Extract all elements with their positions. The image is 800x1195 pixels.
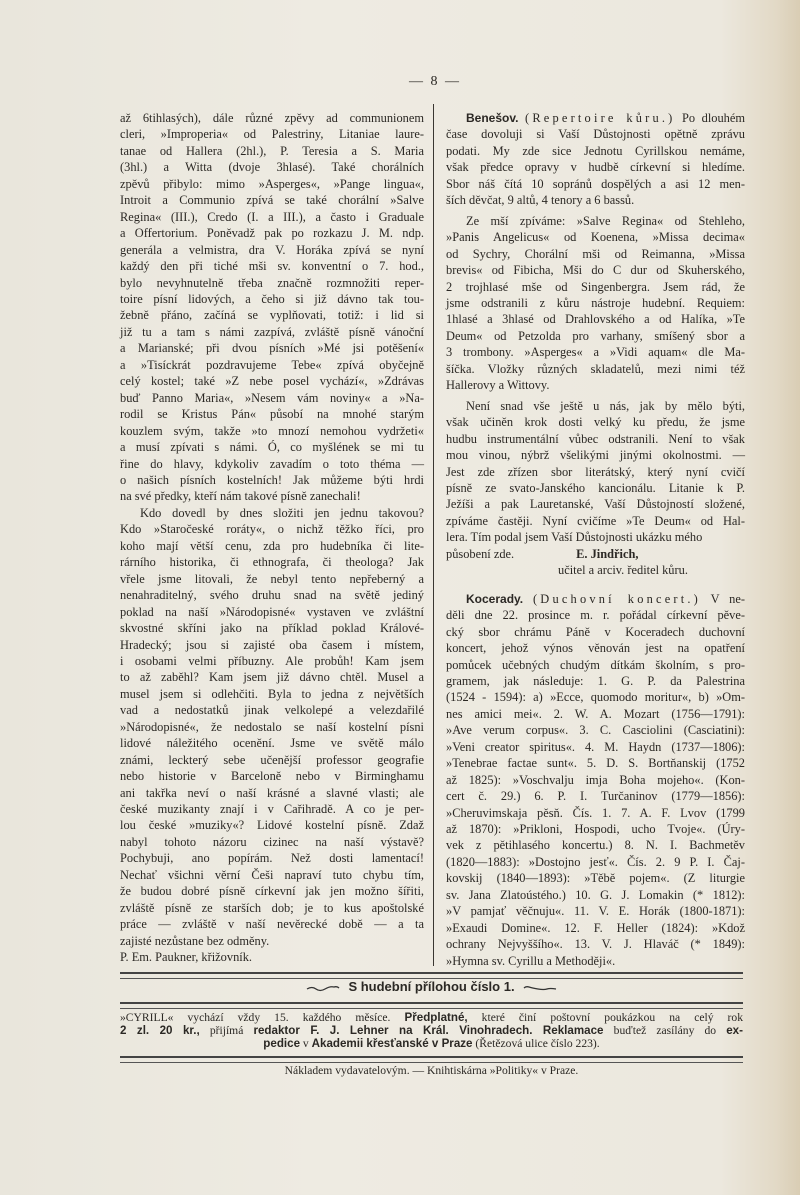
text-line: pomůcek učebných chudým dítkám školním, s pro-: [446, 657, 745, 672]
text-line: lera. Tím podal jsem Vaší Důstojnosti ukázku mého: [446, 530, 703, 545]
text-line: však předce opravy v hudbě církevní si hledíme.: [446, 160, 745, 175]
text: které činí poštovní poukázkou na celý rok: [467, 1011, 743, 1024]
text-line: nes amici mei«. 2. W. A. Mozart (1756—1791):: [446, 706, 745, 721]
text-line: poklad na naší »Národopisné« vystaven ve zvláštní: [120, 604, 424, 619]
info-line: [120, 1024, 743, 1037]
text-line: až 1870): »Prikloni, Hospodi, ucho Tvoje«. (Úry-: [446, 822, 745, 837]
supplement-title-text: S hudební přílohou číslo 1.: [348, 979, 515, 994]
text: v: [300, 1037, 312, 1050]
text-line: »Tenebrae factae sunt«. 5. D. S. Bortňanskij (1752: [446, 756, 745, 771]
text-line: lou české »muziky«? Lidové kostelní písně. Zdaž: [120, 818, 424, 833]
text-line: kovskij (1840—1893): »Těbě pojem«. (Z liturgie: [446, 871, 745, 886]
text-line: »Cheruvimskaja pěsň. Čís. 1. 7. A. F. Lvov (1799: [446, 805, 745, 820]
text: »CYRILL« vychází vždy 15. každého měsíce.: [120, 1011, 405, 1024]
text-line: (1820—1883): »Dostojno jesť«. Čís. 2. 9 P. I. Čaj-: [446, 854, 745, 869]
text-line: Kdo dovedl by dnes složiti jen jednu takovou?: [140, 505, 424, 520]
text-line: řine do hlavy, kdykoliv zavadím o toto théma —: [120, 456, 424, 471]
text-line: vřele jsme litovali, že nebyl tento nepřeberný a: [120, 571, 424, 586]
text-line: to až zaběhl? Kam jsem již dávno chtěl. Musel a: [120, 670, 424, 685]
author-signature: E. Jindřich,: [576, 546, 639, 561]
text-line: ších děvčat, 9 altů, 4 tenory a 6 bassů.: [446, 193, 635, 208]
text-line: podati. My zde sice Jednotu Cyrillskou nemáme,: [446, 143, 745, 158]
text-line: české muzikanty znají i v Cařihradě. A co je per-: [120, 802, 424, 817]
text-line: nebo historie v Barceloně nebo v Birminghamu: [120, 769, 424, 784]
text-line: kouzlem svým, takže »to mnozí nemohou vydržeti«: [120, 423, 424, 438]
text-line: koho mají větší cenu, zda pro hudebníka či lite-: [120, 538, 424, 553]
double-rule: [120, 972, 743, 979]
text-line: skvostné skříni jako na příklad poklad Králové-: [120, 621, 424, 636]
author-title: učitel a arciv. ředitel kůru.: [558, 563, 688, 578]
text-line: bylo nevyhnutelně třeba značně rozmnožiti reper-: [120, 275, 424, 290]
article-heading: Benešov.: [466, 111, 519, 125]
text-line: o našich písních kostelních! Jak můžeme býti hrdi: [120, 472, 424, 487]
paragraph: [446, 126, 745, 208]
bold-text: 2 zl. 20 kr.,: [120, 1024, 200, 1037]
text: Po dlouhém: [682, 111, 745, 125]
column-divider: [433, 104, 434, 966]
text-line: cert č. 29.) 6. P. I. Turčaninov (1779—1856):: [446, 789, 745, 804]
text-line: každý den při tiché mši sv. konventní o 7. hod.,: [120, 259, 424, 274]
bold-text: Předplatné,: [404, 1011, 468, 1024]
text-line: Není snad vše ještě u nás, jak by mělo býti,: [466, 398, 745, 413]
text: buďtež zasílány do: [603, 1024, 727, 1037]
text-line: zpěvů přibylo: mimo »Asperges«, »Pange lingua«,: [120, 176, 424, 191]
text-line: Deum« od Petzolda pro varhany, smíšený sbor a: [446, 328, 745, 343]
text-line: cleri, »Improperia« od Palestriny, Litaniae laure-: [120, 127, 424, 142]
text-line: práce — zvláště v naší nevěrecké době — a ta: [120, 917, 424, 932]
text-line: Kdo »Staročeské roráty«, o nichž těžko říci, pro: [120, 522, 424, 537]
paragraph: [446, 607, 745, 969]
text-line: známi, leckterý sebe učenější professor geografie: [120, 752, 424, 767]
text-line: 1hlasé a 3hlasé od Drahlovského a od Halíka, »Te: [446, 312, 745, 327]
text-line: a Offertorium. Poněvadž pak po rozkazu J. M. ndp.: [120, 226, 424, 241]
text-line: a Marianské; při dvou písních »Mé jsi potěšení«: [120, 341, 424, 356]
article-subtitle: (Repertoire kůru.): [525, 111, 676, 125]
text-line: až 6tihlasých), dále různé zpěvy ad communionem: [120, 111, 424, 125]
text-line: rárního historika, či ethnografa, či theologa? Jak: [120, 555, 424, 570]
text-line: mou vinou, nýbrž všelikými jinými okolnostmi. —: [446, 448, 745, 463]
text-line: lidové náležitého ocenění. Jsme ve světě málo: [120, 736, 424, 751]
text-line: děli dne 22. prosince m. r. pořádal církevní pěve-: [446, 608, 745, 623]
text-line: »Ave verum corpus«. 3. C. Casciolini (Casciatini):: [446, 723, 745, 738]
text: (Řetězová ulice číslo 223).: [472, 1037, 600, 1050]
text-line: Ježíši a pak Lauretanské, Vaší Důstojností složené,: [446, 497, 745, 512]
text-line: koncert, jehož výnos věnován jest na opatření: [446, 641, 745, 656]
text-line: žebně přáno, začíná se vyplňovati, totiž: i lid si: [120, 308, 424, 323]
bold-text: ex-: [726, 1024, 743, 1037]
article-subtitle: (Duchovní koncert.): [532, 591, 701, 606]
paragraph: [120, 505, 424, 949]
text-line: generála a velmistra, dra V. Horáka zpívá se nyní: [120, 242, 424, 257]
info-line: [120, 1011, 743, 1024]
text-line: (1524 - 1594): a) »Ecce, quomodo moritur«, b) »Om-: [446, 690, 745, 705]
text-line: »Exaudi Domine«. 12. F. Heller (1824): »Kdož: [446, 920, 745, 935]
printer-footer: Nákladem vydavatelovým. — Knihtiskárna »Politiky« v Praze.: [284, 1064, 579, 1077]
text-line: »Veni creator spiritus«. 4. M. Haydn (1737—1806):: [446, 739, 745, 754]
text-line: »Národopisné«, že nedostalo se naší kostelní písni: [120, 719, 424, 734]
text-line: toire písní lidových, a čeho si již dávno tak tou-: [120, 291, 424, 306]
text-line: ani takřka neví o naší krásné a slavné vlasti; ale: [120, 785, 424, 800]
text-line: sv. Jana Zlatoústého.) 10. G. J. Lomakin (* 1812):: [446, 887, 745, 902]
text-line: 2 trojhlasé mše od Singenbergra. Jsem rád, že: [446, 279, 745, 294]
text-line: vek z pětihlasého koncertu.) 8. N. I. Bachmetěv: [446, 838, 745, 853]
text-line: zvláště písně ze starších dob; je to kus apoštolské: [120, 900, 424, 915]
text-line: Introit a Communio zpívá se také chorální »Salve: [120, 193, 424, 208]
text-line: až 1825): »Voschvalju imja Boha mojeho«. (Kon-: [446, 772, 745, 787]
text-line: ochrany Nejvyššího«. 13. V. J. Hlaváč (* 1849):: [446, 937, 745, 952]
text-line: od Sychry, Chorální mši od Reimanna, »Missa: [446, 246, 745, 261]
text-line: gramem, jak následuje: 1. G. P. da Palestrina: [446, 673, 745, 688]
bold-text: redaktor F. J. Lehner na Král. Vinohradech. Reklamace: [253, 1024, 604, 1037]
double-rule: [120, 1002, 743, 1009]
text-line: »Panis Angelicus« od Koenena, »Missa decima«: [446, 230, 745, 245]
paragraph: [120, 110, 424, 505]
text-line: Ze mší zpíváme: »Salve Regina« od Stehleho,: [466, 213, 745, 228]
paragraph: [446, 398, 745, 546]
text-line: cký sbor chrámu Páně v Koceradech duchovní: [446, 624, 745, 639]
text-line: musel jsem si odlehčiti. Byla to jedna z největších: [120, 686, 424, 701]
supplement-title: [120, 979, 743, 996]
text-line: Pochybuji, ano popírám. Než dosti lamentací!: [120, 851, 424, 866]
double-rule: [120, 1056, 743, 1063]
author-signature: P. Em. Paukner, křižovník.: [120, 950, 252, 965]
text-line: »V pamjať věčnuju«. 11. V. E. Horák (1800-1871):: [446, 904, 745, 919]
info-line: [120, 1037, 743, 1050]
text-line: rodil se Kristus Pán« působí na mnohé starým: [120, 407, 424, 422]
text-line: na své předky, kteří nám takové písně zanechali!: [120, 489, 361, 504]
text-line: Sbor náš čítá 10 sopránů dospělých a asi 12 men-: [446, 176, 745, 191]
text-line: tanae od Hallera (2hl.), P. Teresia a S. Maria: [120, 143, 424, 158]
text-line: hudbu instrumentální vůbec odstranili. Není to však: [446, 431, 745, 446]
article-first-line: [446, 110, 745, 126]
text-line: nabyl tohoto názoru cizinec na naší výstavě?: [120, 834, 424, 849]
text-line: Nechať všichni věrní Češi napraví tuto chybu tím,: [120, 867, 424, 882]
text-line: celý kostel; také »Z nebe posel vychází«, »Zdrávas: [120, 374, 424, 389]
text: přijímá: [199, 1024, 254, 1037]
text-line: Hallerovy a Wittovy.: [446, 378, 550, 393]
text-line: nenahraditelný, svého druhu snad na světě jediný: [120, 588, 424, 603]
subscription-info: [120, 1011, 743, 1050]
article-kocerady: [446, 591, 745, 969]
text-line: »Hymna sv. Cyrillu a Methoději«.: [446, 953, 616, 968]
text: V ne-: [710, 591, 745, 606]
text-line: Hradecký; jsou si zajisté oba časem i místem,: [120, 637, 424, 652]
text-line: buď Panno Maria«, »Nesem vám noviny« a »Na-: [120, 390, 424, 405]
article-first-line: [446, 591, 745, 607]
text-line: Regina« (III.), Credo (I. a III.), a často i Graduale: [120, 209, 424, 224]
text-line: šíčka. Vložky různých skladatelů, mezi nimi též: [446, 361, 745, 376]
article-benesov: [446, 110, 745, 579]
ornament-left-icon: [306, 980, 340, 996]
text-line: Jest zde zřízen sbor literátský, který nyní cvičí: [446, 464, 745, 479]
text-line: 3 trombony. »Asperges« a »Vidi aquam« dle Ma-: [446, 345, 745, 360]
text-line: brevis« od Fibicha, Mši do C dur od Skuherského,: [446, 263, 745, 278]
right-column: [446, 110, 745, 969]
left-column: [120, 110, 424, 966]
text-line: a »Tisíckrát pozdravujeme Tebe« zpívá obyčejně: [120, 357, 424, 372]
article-heading: Kocerady.: [466, 591, 524, 606]
text-line: že budou dobré písně církevní jak jen možno šířiti,: [120, 884, 424, 899]
text-line: vad a nedostatků jinak velkolepé a velezdařilé: [120, 703, 424, 718]
text-line: již tu a tam s námi zazpívá, zvláště písně vánoční: [120, 324, 424, 339]
text-line: však učiněn krok dosti velký ku předu, že jsme: [446, 415, 745, 430]
text-line: zpíváme častěji. Nyní cvičíme »Te Deum« od Hal-: [446, 513, 745, 528]
text-line: čase dovoluji si Vaší Důstojnosti opětně zprávu: [446, 127, 745, 142]
bold-text: Akademii křesťanské v Praze: [311, 1037, 473, 1050]
text-line: písně ze svato-Janského kancionálu. Litanie k P.: [446, 480, 745, 495]
ornament-right-icon: [523, 980, 557, 996]
paragraph: [446, 213, 745, 394]
text-line: zajisté nezůstane bez odměny.: [120, 933, 270, 948]
text-line: (3hl.) a Witta (dvoje 3hlasé). Také chorálních: [120, 160, 424, 175]
text-line: i osobami velmi příbuzny. Ale probůh! Kam jsem: [120, 653, 424, 668]
signature-line: [446, 546, 745, 562]
text: působení zde.: [446, 546, 515, 561]
text-line: a musí zpívati s námi. Ó, co myšlének se mi tu: [120, 440, 424, 455]
bold-text: pedice: [263, 1037, 301, 1050]
page-number: — 8 —: [409, 74, 461, 89]
text-line: jsme odstranili z kůru nástroje hudební. Requiem:: [446, 295, 745, 310]
